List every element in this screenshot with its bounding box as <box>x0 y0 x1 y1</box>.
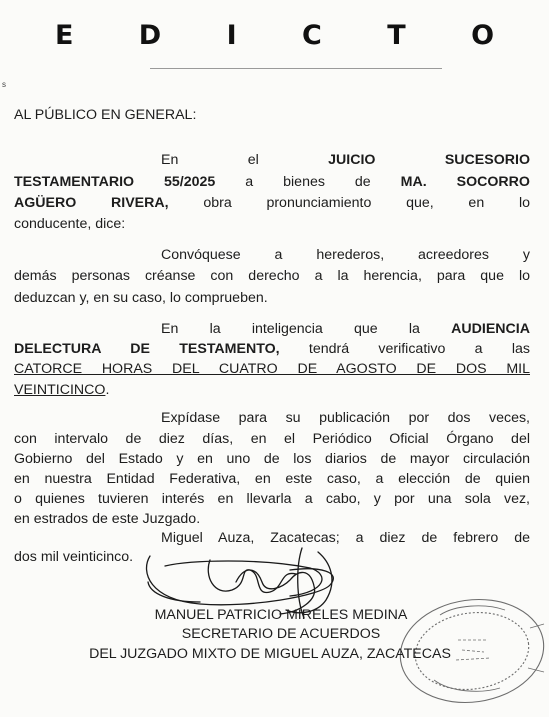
signer-name: MANUEL PATRICIO MIRELES MEDINA <box>154 607 408 623</box>
p3-line-2: DELECTURA DE TESTAMENTO, tendrá verificativo a las <box>14 341 530 357</box>
p3-line-1: En la inteligencia que la AUDIENCIA <box>161 321 530 337</box>
place-date-line-1: Miguel Auza, Zacatecas; a diez de febrero de <box>161 530 530 546</box>
p1-line-4: conducente, dice: <box>14 216 126 232</box>
p4-line-3: Gobierno del Estado y en uno de los diarios de mayor circulación <box>14 451 530 467</box>
signer-role: SECRETARIO DE ACUERDOS <box>181 626 381 642</box>
p2-line-1: Convóquese a herederos, acreedores y <box>161 247 530 263</box>
p3-line-3: CATORCE HORAS DEL CUATRO DE AGOSTO DE DOS MIL <box>14 361 530 377</box>
p4-line-6: en estrados de este Juzgado. <box>14 511 201 527</box>
p1-line-3: AGÜERO RIVERA, obra pronunciamiento que, en lo <box>14 195 530 211</box>
p2-line-3: deduzcan y, en su caso, lo comprueben. <box>14 290 268 306</box>
p4-line-5: o quienes tuvieren interés en llevarla a cabo, y por una sola vez, <box>14 491 530 507</box>
edge-mark: s <box>2 80 6 89</box>
salutation: AL PÚBLICO EN GENERAL: <box>14 107 197 123</box>
p2-line-2: demás personas créanse con derecho a la herencia, para que lo <box>14 268 530 284</box>
signer-office: DEL JUZGADO MIXTO DE MIGUEL AUZA, ZACATECAS <box>89 646 451 662</box>
p4-line-2: con intervalo de diez días, en el Periódico Oficial Órgano del <box>14 431 530 447</box>
p3-line-4: VEINTICINCO. <box>14 382 110 398</box>
place-date-line-2: dos mil veinticinco. <box>14 549 134 565</box>
document-title: E D I C T O <box>54 20 523 51</box>
p1-line-1: En el JUICIO SUCESORIO <box>161 152 530 168</box>
p1-line-2: TESTAMENTARIO 55/2025 a bienes de MA. SOCORRO <box>14 174 530 190</box>
p4-line-4: en nuestra Entidad Federativa, en este caso, a elección de quien <box>14 471 530 487</box>
p4-line-1: Expídase para su publicación por dos veces, <box>161 410 530 426</box>
